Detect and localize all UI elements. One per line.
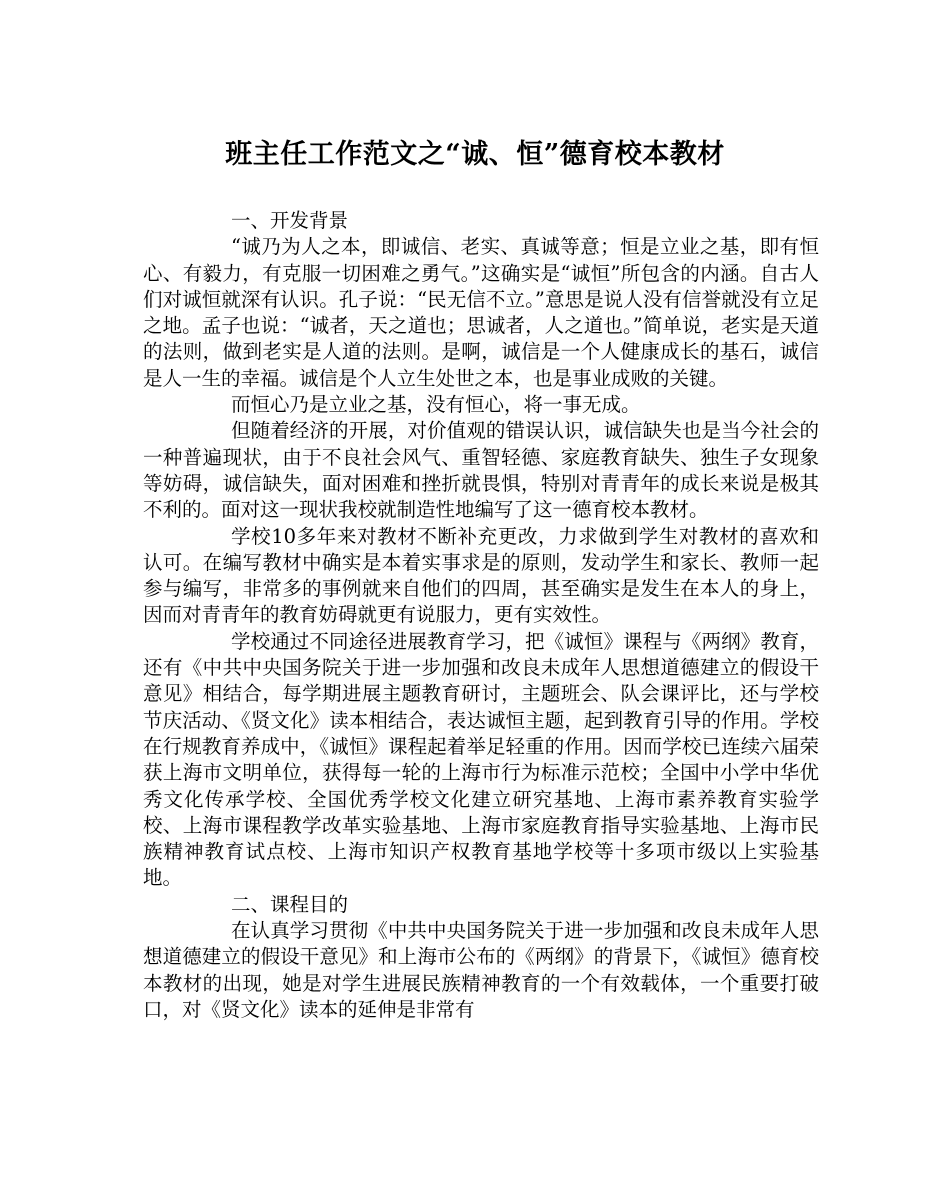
document-title: 班主任工作范文之“诚、恒”德育校本教材	[225, 139, 725, 170]
paragraph-textbook-revision: 学校10多年来对教材不断补充更改，力求做到学生对教材的喜欢和认可。在编写教材中确实是本着实事求是的原则，发动学生和家长、教师一起参与编写，非常多的事例就来自他们的四周，甚至确实是发生在本人的身上，因而对青青年的教育妨碍就更有说服力，更有实效性。	[143, 524, 819, 627]
paragraph-integrity-meaning: “诚乃为人之本，即诚信、老实、真诚等意；恒是立业之基，即有恒心、有毅力，有克服一切困难之勇气。”这确实是“诚恒”所包含的内涵。自古人们对诚恒就深有认识。孔子说：“民无信不立。”意思是说人没有信誉就没有立足之地。孟子也说：“诚者，天之道也；思诚者，人之道也。”简单说，老实是天道的法则，做到老实是人道的法则。是啊，诚信是一个人健康成长的基石，诚信是人一生的幸福。诚信是个人立生处世之本，也是事业成败的关键。	[143, 235, 819, 390]
paragraph-social-status: 但随着经济的开展，对价值观的错误认识，诚信缺失也是当今社会的一种普遍现状，由于不良社会风气、重智轻德、家庭教育缺失、独生子女现象等妨碍，诚信缺失，面对困难和挫折就畏惧，特别对青青年的成长来说是极其不利的。面对这一现状我校就制造性地编写了这一德育校本教材。	[143, 419, 819, 522]
section-heading-background: 一、开发背景	[231, 209, 349, 232]
paragraph-course-goal: 在认真学习贯彻《中共中央国务院关于进一步加强和改良未成年人思想道德建立的假设干意见》和上海市公布的《两纲》的背景下，《诚恒》德育校本教材的出现，她是对学生进展民族精神教育的一个有效载体，一个重要打破口，对《贤文化》读本的延伸是非常有	[143, 919, 819, 1021]
section-heading-course-goal: 二、课程目的	[231, 892, 349, 916]
paragraph-school-achievements: 学校通过不同途径进展教育学习，把《诚恒》课程与《两纲》教育，还有《中共中央国务院关于进一步加强和改良未成年人思想道德建立的假设干意见》相结合，每学期进展主题教育研讨，主题班会、队会课评比，还与学校节庆活动、《贤文化》读本相结合，表达诚恒主题，起到教育引导的作用。学校在行规教育养成中，《诚恒》课程起着举足轻重的作用。因而学校已连续六届荣获上海市文明单位，获得每一轮的上海市行为标准示范校；全国中小学中华优秀文化传承学校、全国优秀学校文化建立研究基地、上海市素养教育实验学校、上海市课程教学改革实验基地、上海市家庭教育指导实验基地、上海市民族精神教育试点校、上海市知识产权教育基地学校等十多项市级以上实验基地。	[143, 629, 819, 890]
document-body	[143, 208, 819, 1023]
paragraph-perseverance: 而恒心乃是立业之基，没有恒心，将一事无成。	[231, 393, 641, 417]
